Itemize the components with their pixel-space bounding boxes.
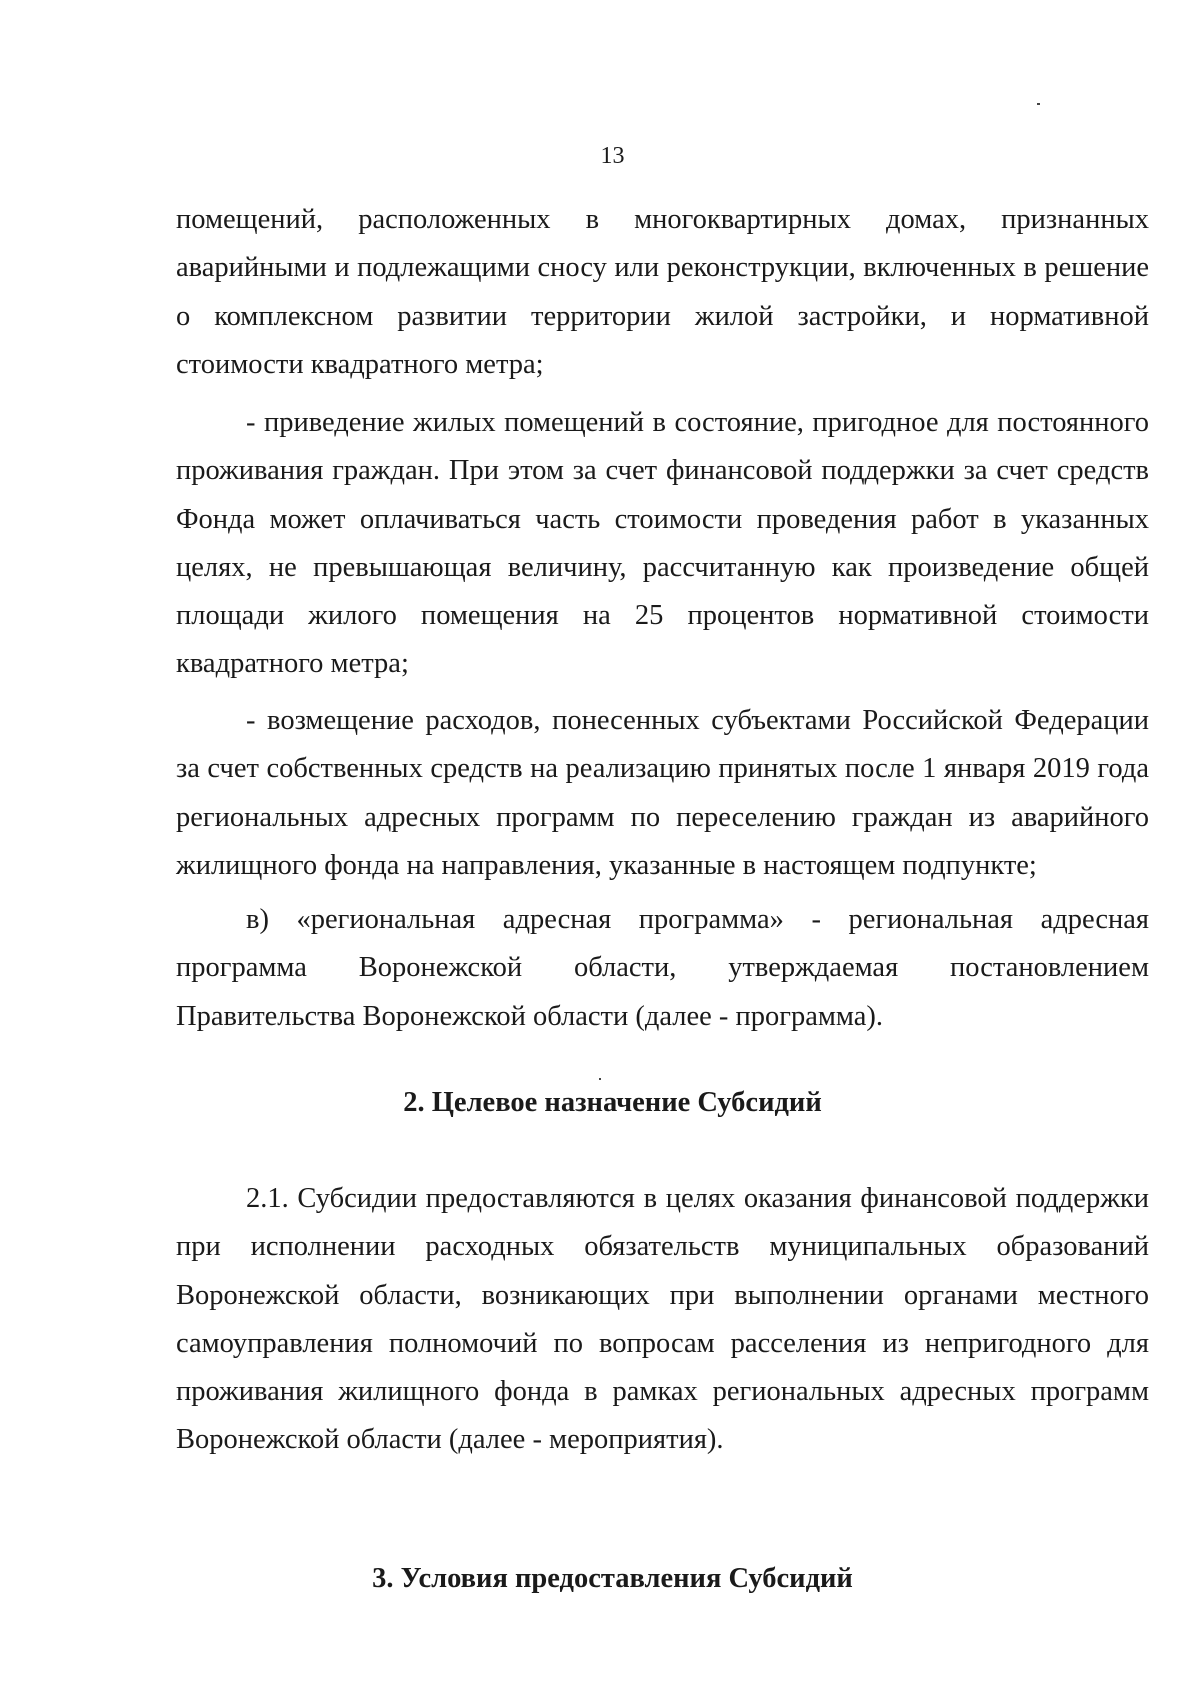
text-line: Фонда может оплачиваться часть стоимости проведения работ в указанных [176,503,1149,535]
paragraph-2-1 [176,1175,1149,1465]
text-line: - возмещение расходов, понесенных субъектами Российской Федерации [246,705,1149,736]
text-line: помещений, расположенных в многоквартирных домах, признанных [176,204,1149,235]
text-line: Воронежской области, возникающих при выполнении органами местного [176,1279,1149,1311]
section-2-heading: 2. Целевое назначение Субсидий [403,1087,822,1118]
text-line: жилищного фонда на направления, указанные в настоящем подпункте; [176,849,1037,881]
text-line: 2.1. Субсидии предоставляются в целях оказания финансовой поддержки [246,1183,1149,1214]
text-line: Воронежской области (далее - мероприятия). [176,1424,724,1456]
text-line: квадратного метра; [176,648,409,680]
text-line: о комплексном развитии территории жилой застройки, и нормативной [176,300,1149,332]
text-line: проживания жилищного фонда в рамках региональных адресных программ [176,1376,1149,1408]
page-number: 13 [600,143,625,169]
text-line: площади жилого помещения на 25 процентов нормативной стоимости [176,600,1149,632]
text-line: при исполнении расходных обязательств муниципальных образований [176,1231,1149,1263]
text-line: аварийными и подлежащими сносу или реконструкции, включенных в решение [176,252,1149,284]
text-line: стоимости квадратного метра; [176,348,544,380]
section-3-heading: 3. Условия предоставления Субсидий [372,1563,853,1594]
text-line: Правительства Воронежской области (далее - программа). [176,1000,884,1032]
text-line: за счет собственных средств на реализацию принятых после 1 января 2019 года [176,753,1149,785]
text-line: - приведение жилых помещений в состояние, пригодное для постоянного [246,407,1149,438]
text-line: проживания граждан. При этом за счет финансовой поддержки за счет средств [176,455,1149,487]
text-line: региональных адресных программ по переселению граждан из аварийного [176,801,1149,833]
scan-speck [1037,103,1040,105]
paragraph-regional-program [176,896,1149,1041]
text-line: программа Воронежской области, утверждаемая постановлением [176,952,1149,984]
text-line: самоуправления полномочий по вопросам расселения из непригодного для [176,1327,1149,1359]
text-line: в) «региональная адресная программа» - региональная адресная [246,904,1149,935]
paragraph-reimbursement [176,697,1149,890]
scan-speck [599,1078,601,1080]
paragraph-housing-repair [176,399,1149,689]
paragraph-continuation [176,196,1149,389]
text-line: целях, не превышающая величину, рассчитанную как произведение общей [176,551,1149,583]
